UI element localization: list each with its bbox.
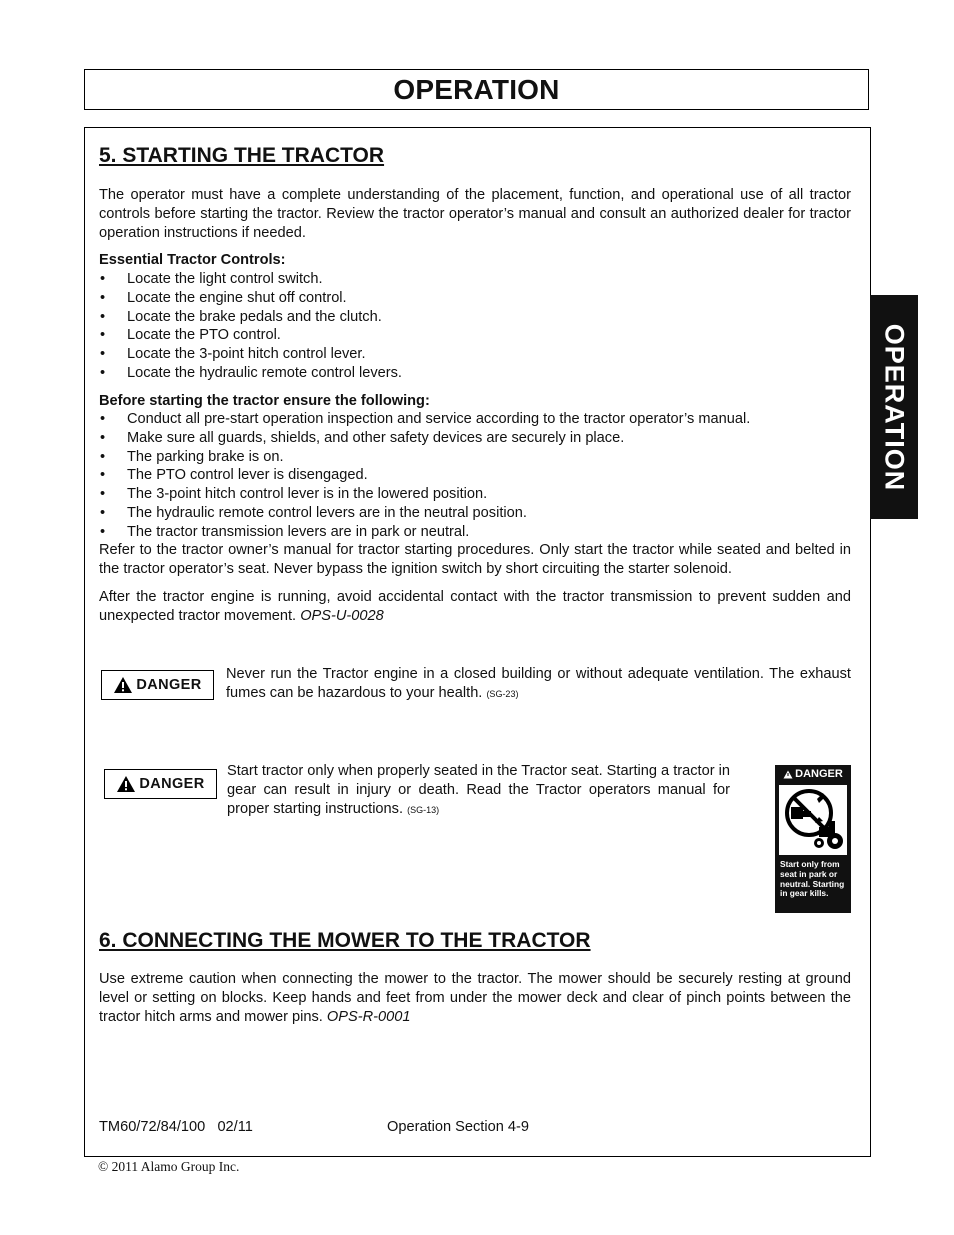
page-header-title: OPERATION <box>393 73 560 105</box>
copyright: © 2011 Alamo Group Inc. <box>98 1159 240 1174</box>
after-code: OPS-U-0028 <box>300 607 384 624</box>
warning-triangle-icon <box>783 770 793 779</box>
danger-label-2-text: DANGER <box>139 776 205 792</box>
danger-decal <box>775 765 851 913</box>
danger-1-code: (SG-23) <box>486 688 519 699</box>
refer-paragraph: Refer to the tractor owner’s manual for tractor starting procedures. Only start the tractor while seated and belted in the tractor operator’s seat. Never bypass the ignition switch by short circuiting the starter solenoid. <box>99 542 851 577</box>
list-item: • The 3-point hitch control lever is in the lowered position. <box>100 486 488 503</box>
after-paragraph: After the tractor engine is running, avoid accidental contact with the tractor transmission to prevent sudden and unexpected tractor movement. OPS-U-0028 <box>99 589 851 624</box>
list-item: • Locate the light control switch. <box>100 271 323 287</box>
side-tab-label: OPERATION <box>879 323 910 491</box>
danger-2-text: Start tractor only when properly seated in the Tractor seat. Starting a tractor in gear can result in injury or death. Read the Tractor operators manual for proper starting instructions. (SG-13) <box>227 763 730 817</box>
page-header <box>84 69 869 110</box>
list-item: • Conduct all pre-start operation inspection and service according to the tractor operator’s manual. <box>100 411 751 427</box>
decal-text: Start only from seat in park or neutral. Starting in gear kills. <box>780 859 845 899</box>
essential-controls-list <box>99 270 851 383</box>
section-6-heading: 6. CONNECTING THE MOWER TO THE TRACTOR <box>99 929 591 952</box>
side-tab <box>870 295 918 519</box>
list-item: • The hydraulic remote control levers are in the neutral position. <box>100 504 527 521</box>
danger-label-1-text: DANGER <box>136 677 202 693</box>
list-item: • Locate the PTO control. <box>100 327 281 344</box>
list-item: • The tractor transmission levers are in park or neutral. <box>100 523 470 540</box>
danger-label-1 <box>101 670 214 700</box>
tractor-pictogram-icon <box>779 785 847 855</box>
danger-2-code: (SG-13) <box>407 804 440 815</box>
section-5-heading: 5. STARTING THE TRACTOR <box>99 144 385 167</box>
warning-triangle-icon <box>116 775 136 793</box>
list-item: • Locate the engine shut off control. <box>100 289 347 306</box>
footer-section: Operation Section 4-9 <box>387 1119 529 1135</box>
decal-header <box>775 768 851 780</box>
list-item: • Locate the brake pedals and the clutch. <box>100 308 382 325</box>
danger-label-2 <box>104 769 217 799</box>
list-item: • The parking brake is on. <box>100 448 284 465</box>
list-item: • The PTO control lever is disengaged. <box>100 467 368 484</box>
decal-header-text: DANGER <box>795 768 843 780</box>
section-6-code: OPS-R-0001 <box>326 1008 411 1025</box>
section-5-intro: The operator must have a complete understanding of the placement, function, and operational use of all tractor controls before starting the tractor. Review the tractor operator’s manual and consult an authorized dealer for tractor operation instructions if needed. <box>99 187 851 241</box>
list-item: • Locate the 3-point hitch control lever. <box>100 346 366 363</box>
footer-model: TM60/72/84/100 02/11 <box>99 1119 253 1135</box>
danger-1-text: Never run the Tractor engine in a closed building or without adequate ventilation. The exhaust fumes can be hazardous to your health. (SG-23) <box>226 666 851 701</box>
section-6-text: Use extreme caution when connecting the mower to the tractor. The mower should be securely resting at ground level or setting on blocks. Keep hands and feet from under the mower deck and clear of pinch points between the tractor hitch arms and mower pins. OPS-R-0001 <box>99 971 851 1025</box>
essential-controls-heading: Essential Tractor Controls: <box>99 252 286 268</box>
before-starting-heading: Before starting the tractor ensure the following: <box>99 393 430 409</box>
list-item: • Make sure all guards, shields, and other safety devices are securely in place. <box>100 429 625 446</box>
warning-triangle-icon <box>113 676 133 694</box>
list-item: • Locate the hydraulic remote control levers. <box>100 364 402 381</box>
before-starting-list <box>99 410 851 542</box>
decal-pictogram <box>779 785 847 855</box>
